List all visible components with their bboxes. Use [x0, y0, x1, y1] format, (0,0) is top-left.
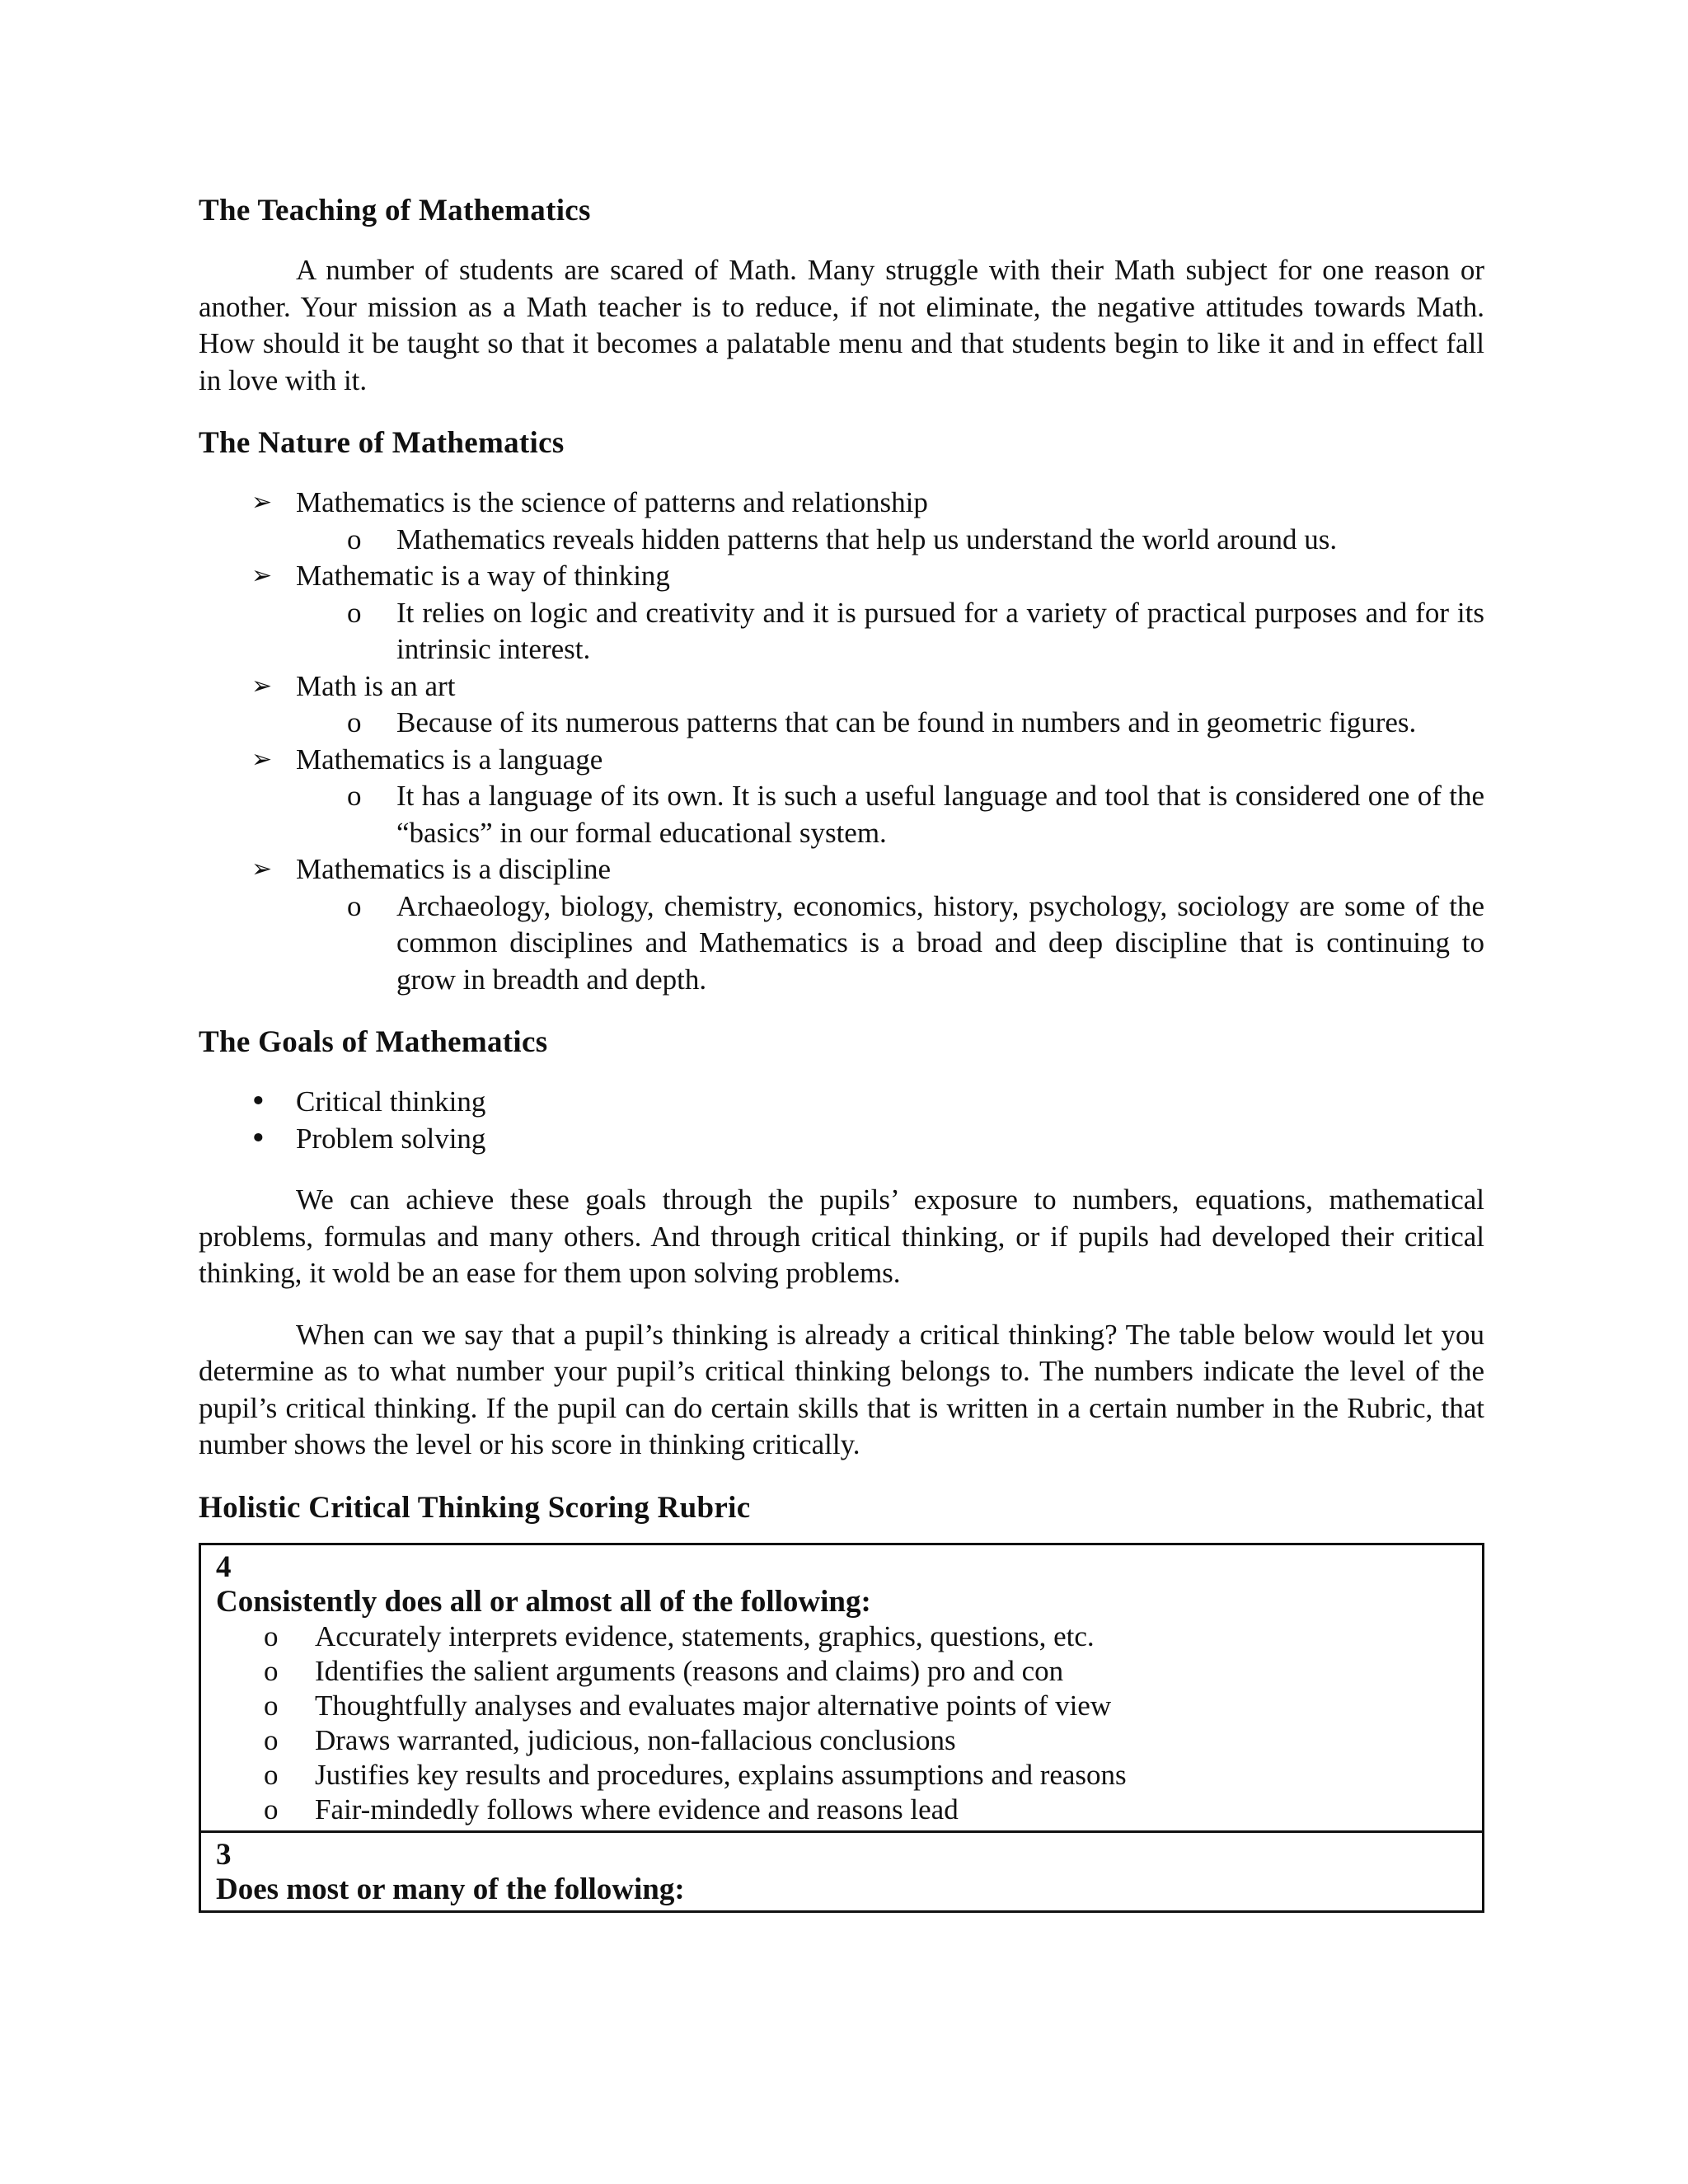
- arrow-bullet-icon: ➢: [251, 561, 273, 590]
- circle-bullet-icon: o: [347, 889, 362, 922]
- goal-item: • Problem solving: [199, 1121, 1484, 1158]
- arrow-bullet-icon: ➢: [251, 744, 273, 774]
- circle-bullet-icon: o: [264, 1758, 279, 1791]
- arrow-bullet-icon: ➢: [251, 488, 273, 517]
- paragraph-teaching: A number of students are scared of Math. Many struggle with their Math subject for one reason or another. Your mission as a Math teacher is to reduce, if not eliminate, the negative attitudes towards Math. How should it be taught so that it becomes a palatable menu and that students begin to like it and in effect fall in love with it.: [199, 254, 1484, 396]
- nature-item-label: Mathematics is the science of patterns and relationship: [296, 486, 928, 518]
- goal-item: • Critical thinking: [199, 1084, 1484, 1121]
- nature-item-label: Mathematics is a discipline: [296, 853, 611, 885]
- nature-item-label: Mathematics is a language: [296, 743, 603, 776]
- rubric-criterion: o Fair-mindedly follows where evidence and reasons lead: [264, 1793, 959, 1825]
- rubric-level-number: 4: [216, 1549, 232, 1584]
- rubric-criterion: o Justifies key results and procedures, explains assumptions and reasons: [264, 1758, 1127, 1791]
- rubric-level: [201, 1545, 1482, 1830]
- rubric-table: [199, 1543, 1484, 1913]
- rubric-level: [201, 1830, 1482, 1910]
- circle-bullet-icon: o: [347, 780, 362, 812]
- goals-list: [199, 1084, 1484, 1157]
- nature-item-detail: o Because of its numerous patterns that can be found in numbers and in geometric figures.: [199, 705, 1484, 742]
- circle-bullet-icon: o: [264, 1793, 279, 1825]
- nature-item: [199, 668, 1484, 742]
- nature-item-label: Math is an art: [296, 669, 456, 702]
- circle-bullet-icon: o: [264, 1723, 279, 1756]
- circle-bullet-icon: o: [264, 1619, 279, 1652]
- rubric-criterion: o Draws warranted, judicious, non-fallacious conclusions: [264, 1723, 956, 1756]
- paragraph-goals-2: When can we say that a pupil’s thinking is already a critical thinking? The table below would let you determine as to what number your pupil’s critical thinking belongs to. The numbers indicate the level of the pupil’s critical thinking. If the pupil can do certain skills that is written in a certain number in the Rubric, that number shows the level or his score in thinking critically.: [199, 1318, 1484, 1460]
- nature-item-label: Mathematic is a way of thinking: [296, 560, 670, 592]
- nature-item: [199, 485, 1484, 558]
- nature-item-detail: o Mathematics reveals hidden patterns that help us understand the world around us.: [199, 522, 1484, 559]
- circle-bullet-icon: o: [347, 523, 362, 555]
- heading-rubric: Holistic Critical Thinking Scoring Rubric: [199, 1490, 751, 1525]
- circle-bullet-icon: o: [264, 1654, 279, 1687]
- rubric-criterion: o Thoughtfully analyses and evaluates major alternative points of view: [264, 1689, 1112, 1722]
- rubric-criterion: o Accurately interprets evidence, statements, graphics, questions, etc.: [264, 1619, 1095, 1652]
- bullet-icon: •: [250, 1085, 267, 1118]
- rubric-level-heading: Does most or many of the following:: [216, 1872, 685, 1906]
- rubric-criteria: [216, 1619, 1467, 1827]
- arrow-bullet-icon: ➢: [251, 855, 273, 883]
- heading-nature: The Nature of Mathematics: [199, 426, 565, 460]
- nature-item: [199, 558, 1484, 668]
- circle-bullet-icon: o: [264, 1689, 279, 1722]
- nature-item-detail: o It relies on logic and creativity and it is pursued for a variety of practical purposes and for its intrinsic interest.: [347, 596, 1484, 665]
- nature-item-detail: o It has a language of its own. It is such a useful language and tool that is considered one of the “basics” in our formal educational system.: [347, 780, 1484, 849]
- circle-bullet-icon: o: [347, 596, 362, 629]
- paragraph-goals-1: We can achieve these goals through the pupils’ exposure to numbers, equations, mathematical problems, formulas and many others. And through critical thinking, or if pupils had developed their critical thinking, it wold be an ease for them upon solving problems.: [199, 1183, 1484, 1289]
- nature-item-detail: o Archaeology, biology, chemistry, economics, history, psychology, sociology are some of the common disciplines and Mathematics is a broad and deep discipline that is continuing to grow in breadth and depth.: [347, 889, 1484, 996]
- document-body: [199, 191, 1484, 1913]
- rubric-level-number: 3: [216, 1837, 232, 1872]
- bullet-icon: •: [250, 1122, 267, 1155]
- heading-goals: The Goals of Mathematics: [199, 1025, 548, 1059]
- rubric-criterion: o Identifies the salient arguments (reasons and claims) pro and con: [264, 1654, 1064, 1687]
- heading-teaching: The Teaching of Mathematics: [199, 194, 591, 227]
- circle-bullet-icon: o: [347, 706, 362, 738]
- nature-item: [199, 851, 1484, 998]
- rubric-level-heading: Consistently does all or almost all of the following:: [216, 1584, 871, 1619]
- nature-list: [199, 485, 1484, 998]
- arrow-bullet-icon: ➢: [251, 671, 273, 701]
- nature-item: [199, 742, 1484, 852]
